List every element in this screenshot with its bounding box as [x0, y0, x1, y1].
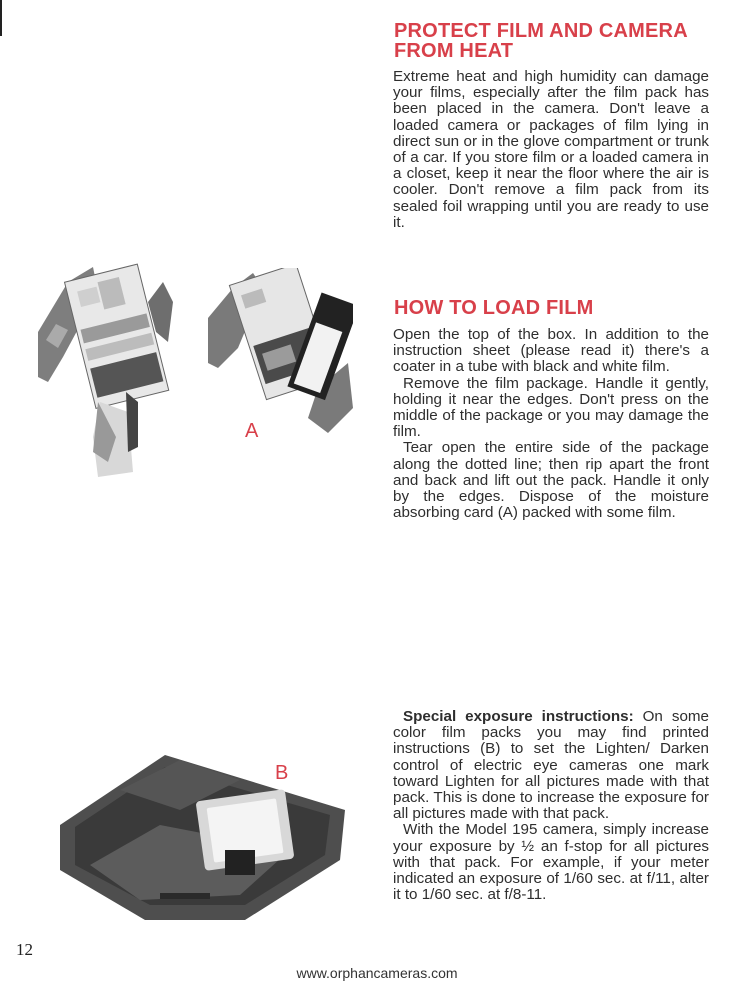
- figure-label-a: A: [245, 420, 259, 442]
- heading-protect-film: [394, 21, 688, 61]
- special-exposure-text: On some color film packs you may find printed instructions (B) to set the Lighten/ Darken control of electric eye cameras one mark toward Lighten for all pictures made with that pack. This is done to increase the exposure for all pictures made with that pack.: [393, 708, 709, 823]
- photo-film-pack-card-a: [208, 268, 353, 443]
- special-exposure-paragraph-1: [393, 709, 709, 822]
- special-exposure-paragraph-2: With the Model 195 camera, simply increase your exposure by ½ an f-stop for all pictures with that pack. For example, if your meter indicated an exposure of 1/60 sec. at f/11, alter it to 1/60 sec. at f/8-11.: [393, 821, 709, 904]
- page-edge-mark: [0, 0, 2, 36]
- load-film-paragraph-3: Tear open the entire side of the package along the dotted line; then rip apart the front and back and lift out the pack. Handle it only by the edges. Dispose of the moisture absorbing card (A) packed with some film.: [393, 439, 709, 522]
- page-number: 12: [16, 940, 33, 959]
- load-film-paragraph-1: Open the top of the box. In addition to the instruction sheet (please read it) there's a coater in a tube with black and white film.: [393, 326, 709, 376]
- heading-protect-line2: FROM HEAT: [394, 40, 514, 62]
- figure-label-b: B: [275, 762, 289, 784]
- heading-how-to-load: HOW TO LOAD FILM: [394, 297, 594, 319]
- special-exposure-body: [393, 709, 709, 903]
- photo-hands-holding-film-box: [38, 262, 173, 477]
- footer-url: www.orphancameras.com: [296, 965, 458, 981]
- load-film-paragraph-2: Remove the film package. Handle it gently, holding it near the edges. Don't press on the middle of the package or you may damage the film.: [393, 374, 709, 441]
- load-film-body: [393, 327, 709, 521]
- protect-film-paragraph: Extreme heat and high humidity can damage your films, especially after the film pack has been placed in the camera. Don't leave a loaded camera or packages of film lying in direct sun or in the glove compartment or trunk of a car. If you store film or a loaded camera in a closet, keep it near the floor where the air is cooler. Don't remove a film pack from its sealed foil wrapping until you are ready to use it.: [393, 68, 709, 231]
- heading-protect-line1: PROTECT FILM AND CAMERA: [394, 20, 688, 42]
- special-exposure-lead: Special exposure instructions:: [403, 708, 634, 725]
- protect-film-body: [393, 69, 709, 231]
- photo-film-pack-b: [60, 755, 345, 920]
